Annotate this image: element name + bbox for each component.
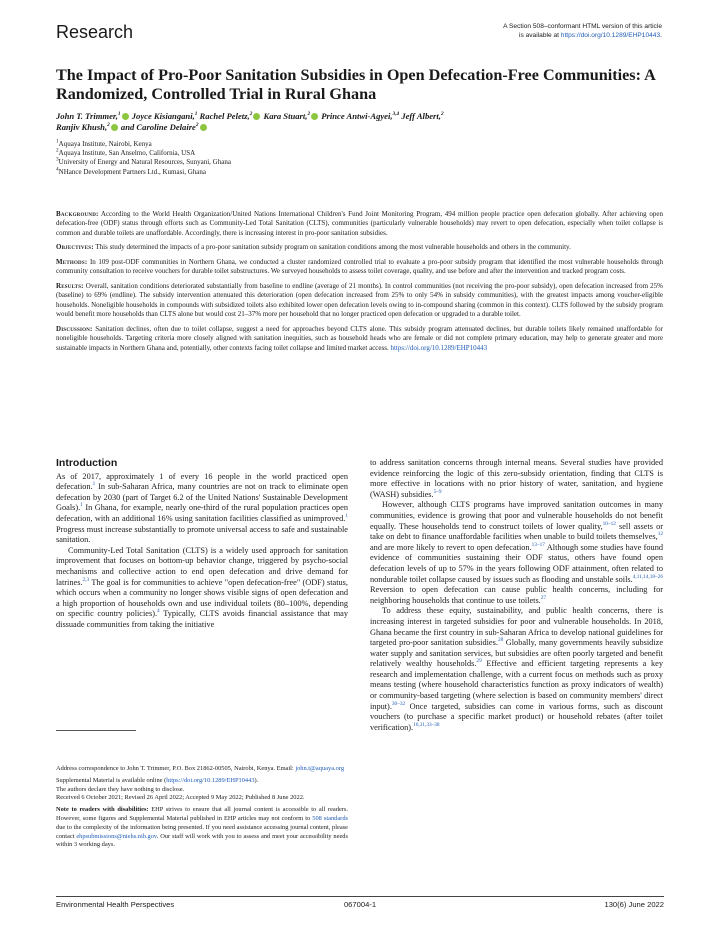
section-label: Research <box>56 22 134 42</box>
correspondence-email-link[interactable]: john.t@aquaya.org <box>295 765 345 772</box>
author-affiliation-mark: 2 <box>249 111 253 118</box>
affiliation: $^3$University of Energy and Natural Resources, Sunyani, Ghana <box>56 157 231 167</box>
footnotes <box>56 765 348 853</box>
body-paragraph: to address sanitation concerns through internal means. Several studies have provided evidence reinforcing the logic of this zero-subsidy orientation, finding that CLTS is more effective in locations with no prior history of water, sanitation, and hygiene (WASH) subsidies.$^{5-9}$ <box>370 458 663 499</box>
citation-link[interactable]: 10–12 <box>602 520 616 527</box>
author-affiliation-mark: 2 <box>195 122 199 129</box>
affiliation: $^2$Aquaya Institute, San Anselmo, California, USA <box>56 147 196 158</box>
conflict-statement: The authors declare they have nothing to disclose. <box>56 785 185 793</box>
affiliation: $^4$NHance Development Partners Ltd., Kumasi, Ghana <box>56 166 207 176</box>
orcid-icon[interactable] <box>253 113 260 120</box>
body-column-left <box>56 458 348 631</box>
html-version-note-line1: A Section 508–conformant HTML version of this article <box>503 23 662 30</box>
citation-link[interactable]: 30–32 <box>391 700 406 707</box>
citation-link[interactable]: 4,11,14,18–26 <box>632 573 663 580</box>
body-paragraph: However, although CLTS programs have improved sanitation outcomes in many communities, evidence is growing that poor and vulnerable households do not benefit equally. These households tend to construct toilets of lower quality,$^{10-12}$ sell assets or take on debt to finance unaffordable facilities when unable to build toilets themselves,$^{12}$ and are more likely to revert to open defecation.$^{13-17}$ Although some studies have found evidence of communities sustaining their ODF status, others have found open defecation levels of up to 57% in the years following ODF attainment, often related to nondurable toilet collapse caused by issues such as flooding and unstable soils.$^{4,11,14,18-26}$ Reversion to open defecation can cause public health concerns, including for neighboring households that continue to use toilets.$^{27}$ <box>370 500 663 605</box>
citation-link[interactable]: 12 <box>657 531 663 538</box>
author-name: Ranjiv Khush, <box>56 122 108 132</box>
introduction-heading: Introduction <box>56 457 118 469</box>
html-version-note-line2: is available at https://doi.org/10.1289/EHP10443. <box>519 32 662 39</box>
abstract-results: Results: Overall, sanitation conditions deteriorated substantially from baseline to endline (average of 21 months). In control communities (not receiving the pro-poor subsidy), open defecation increased from 25% (baseline) to 69% (endline). The subsidy intervention attenuated this deterioration (open defecation increased from 25% to only 54% in subsidy communities), with the greatest impacts among voucher-eligible households. Noneligible households in compounds with subsidized toilets also exhibited lower open defecation levels owing to in-compound sharing (common in this context). CLTS followed by the subsidy program would benefit more households than CLTS alone but would cost 21–37% more per household that no longer practiced open defecation or upgraded to a durable toilet. <box>56 282 664 319</box>
footer-article-id: 067004-1 <box>343 900 377 909</box>
abstract-background: Background: According to the World Health Organization/United Nations International Children's Fund Joint Monitoring Program, 494 million people practice open defecation globally. After achieving open defecation-free (ODF) status through efforts such as Community-Led Total Sanitation (CLTS), communities (particularly vulnerable households) may revert to open defecation, especially when toilet collapse is common and durable toilets are unaffordable. Accordingly, there is increasing interest in pro-poor sanitation subsidies. <box>56 210 663 237</box>
orcid-icon[interactable] <box>311 113 318 120</box>
abstract-discussion: Discussion: Sanitation declines, often due to toilet collapse, suggest a need for approaches beyond CLTS alone. This subsidy program attenuated declines, but durable toilets likely remained unaffordable for noneligible households. Targeting criteria more closely aligned with sanitation inequities, such as household heads who are female or did not complete primary education, may help to generate greater and more sustainable impacts in Northern Ghana and, potentially, other contexts facing toilet collapse and limited market access. https://doi.org/10.1289/EHP10443 <box>56 324 663 352</box>
author-name: John T. Trimmer, <box>56 111 118 121</box>
citation-link[interactable]: 5–9 <box>433 489 442 496</box>
html-version-link[interactable]: https://doi.org/10.1289/EHP10443 <box>560 32 661 39</box>
abstract-objectives: Objectives: This study determined the impacts of a pro-poor sanitation subsidy program on sanitation conditions among the most vulnerable households and others in the community. <box>56 243 571 252</box>
abstract-methods: Methods: In 109 post-ODF communities in Northern Ghana, we conducted a cluster randomized controlled trial to evaluate a pro-poor subsidy program that identified the most vulnerable households through community consultation to receive vouchers for durable toilet substructures. We surveyed households to assess toilet coverage, quality, and use before and after the intervention and tracked program costs. <box>56 258 664 276</box>
author-name: Kara Stuart, <box>261 111 308 121</box>
submissions-email-link[interactable]: ehpsubmissions@niehs.nih.gov <box>76 832 157 840</box>
author-name: Prince Antwi-Agyei, <box>319 111 393 121</box>
citation-link[interactable]: 4 <box>157 608 160 615</box>
citation-link[interactable]: 29 <box>476 658 482 665</box>
footer-rule <box>56 896 664 897</box>
author-affiliation-mark: 3,4 <box>392 111 400 118</box>
abstract <box>56 210 663 358</box>
body-paragraph: As of 2017, approximately 1 of every 16 people in the world practiced open defecation.$^1$ In sub-Saharan Africa, many countries are not on track to eliminate open defecation by 2030 (part of Target 6.2 of the United Nations' Sustainable Development Goals).$^1$ In Ghana, for example, nearly one-third of the rural population practices open defecation, with an additional 16% using sanitation facilities classified as unimproved.$^1$ Progress must increase substantially to promote universal access to safe and sustainable sanitation. <box>56 471 348 545</box>
correspondence-note: Address correspondence to John T. Trimmer, P.O. Box 21862-00505, Nairobi, Kenya. Email: john.t@aquaya.org <box>56 765 345 772</box>
author-name: Rachel Peletz, <box>197 111 250 121</box>
affiliation-list <box>56 140 456 177</box>
author-affiliation-mark: 1 <box>194 111 198 118</box>
footer-issue: 130(6) June 2022 <box>604 900 664 909</box>
author-affiliation-mark: 2 <box>307 111 311 118</box>
affiliation: $^1$Aquaya Institute, Nairobi, Kenya <box>56 138 152 148</box>
author-affiliation-mark: 2 <box>440 111 444 118</box>
citation-link[interactable]: 16,31,33–38 <box>413 722 440 729</box>
standards-508-link[interactable]: 508 standards <box>312 814 348 822</box>
author-affiliation-mark: 1 <box>117 111 121 118</box>
supplemental-note: Supplemental Material is available online (https://doi.org/10.1289/EHP10443). The authors declare they have nothing to disclose. Received 6 October 2021; Revised 26 April 2022; Accepted 9 May 2022; Published 8 June 2022. <box>56 776 305 802</box>
author-affiliation-mark: 2 <box>107 122 110 129</box>
author-list <box>56 111 656 133</box>
citation-link[interactable]: 1 <box>80 502 83 509</box>
orcid-icon[interactable] <box>122 113 129 120</box>
orcid-icon[interactable] <box>111 124 118 131</box>
footnote-rule <box>56 730 136 731</box>
citation-link[interactable]: 27 <box>540 594 547 601</box>
citation-link[interactable]: 2,3 <box>82 576 90 583</box>
citation-link[interactable]: 1 <box>345 513 348 520</box>
body-column-right <box>370 458 663 733</box>
author-name: and Caroline Delaire <box>118 122 196 132</box>
footer-journal-name: Environmental Health Perspectives <box>56 900 175 909</box>
accessibility-note: Note to readers with disabilities: EHP strives to ensure that all journal content is accessible to all readers. However, some figures and Supplemental Material published in EHP articles may not conform to 508 standards due to the complexity of the information being presented. If you need assistance accessing journal content, please contact ehpsubmissions@niehs.nih.gov. Our staff will work with you to assess and meet your accessibility needs within 3 working days. <box>56 806 348 849</box>
author-name: Joyce Kisiangani, <box>129 111 195 121</box>
abstract-doi-link[interactable]: https://doi.org/10.1289/EHP10443 <box>390 343 488 352</box>
body-paragraph: Community-Led Total Sanitation (CLTS) is a widely used approach for sanitation improvement that focuses on bottom-up behavior change, triggered by psycho-social mechanisms and collective action to end open defecation and drive demand for latrines.$^{2,3}$ The goal is for communities to achieve "open defecation-free" (ODF) status, which occurs when a community no longer shows visible signs of open defecation and a high proportion of households own and use individual toilets (80–100%, depending on specific country policies).$^4$ Typically, CLTS avoids financial assistance that may dissuade communities from taking the initiative <box>56 545 348 629</box>
body-paragraph: To address these equity, sustainability, and public health concerns, there is increasing interest in targeted subsidies for poor and vulnerable households. In 2018, Ghana became the first country in sub-Saharan Africa to develop national guidelines for targeted pro-poor sanitation subsidies.$^{28}$ Globally, many governments heavily subsidize water supply and sanitation services, but subsidies are often poorly targeted and benefit relatively wealthy households.$^{29}$ Effective and efficient targeting represents a key research and implementation challenge, with a current focus on methods such as proxy means testing (where household characteristics function as proxy indicators of wealth) or community-based targeting (where selection is based on community members' direct input).$^{30-32}$ Once targeted, subsidies can come in various forms, such as discount vouchers (to purchase a specific market product) or household rebates (after toilet verification).$^{16,31,33-38}$ <box>370 606 664 732</box>
citation-link[interactable]: 28 <box>497 637 504 644</box>
publication-dates: Received 6 October 2021; Revised 26 April 2022; Accepted 9 May 2022; Published 8 June 2022. <box>56 794 305 802</box>
citation-link[interactable]: 13–17 <box>531 541 545 548</box>
orcid-icon[interactable] <box>200 124 207 131</box>
citation-link[interactable]: 1 <box>92 481 96 488</box>
article-title: The Impact of Pro-Poor Sanitation Subsidies in Open Defecation-Free Communities: A Randomized, Controlled Trial in Rural Ghana <box>56 66 655 103</box>
author-name: Jeff Albert, <box>399 111 441 121</box>
html-version-note <box>402 22 662 40</box>
supplemental-link[interactable]: https://doi.org/10.1289/EHP10443 <box>166 776 255 784</box>
